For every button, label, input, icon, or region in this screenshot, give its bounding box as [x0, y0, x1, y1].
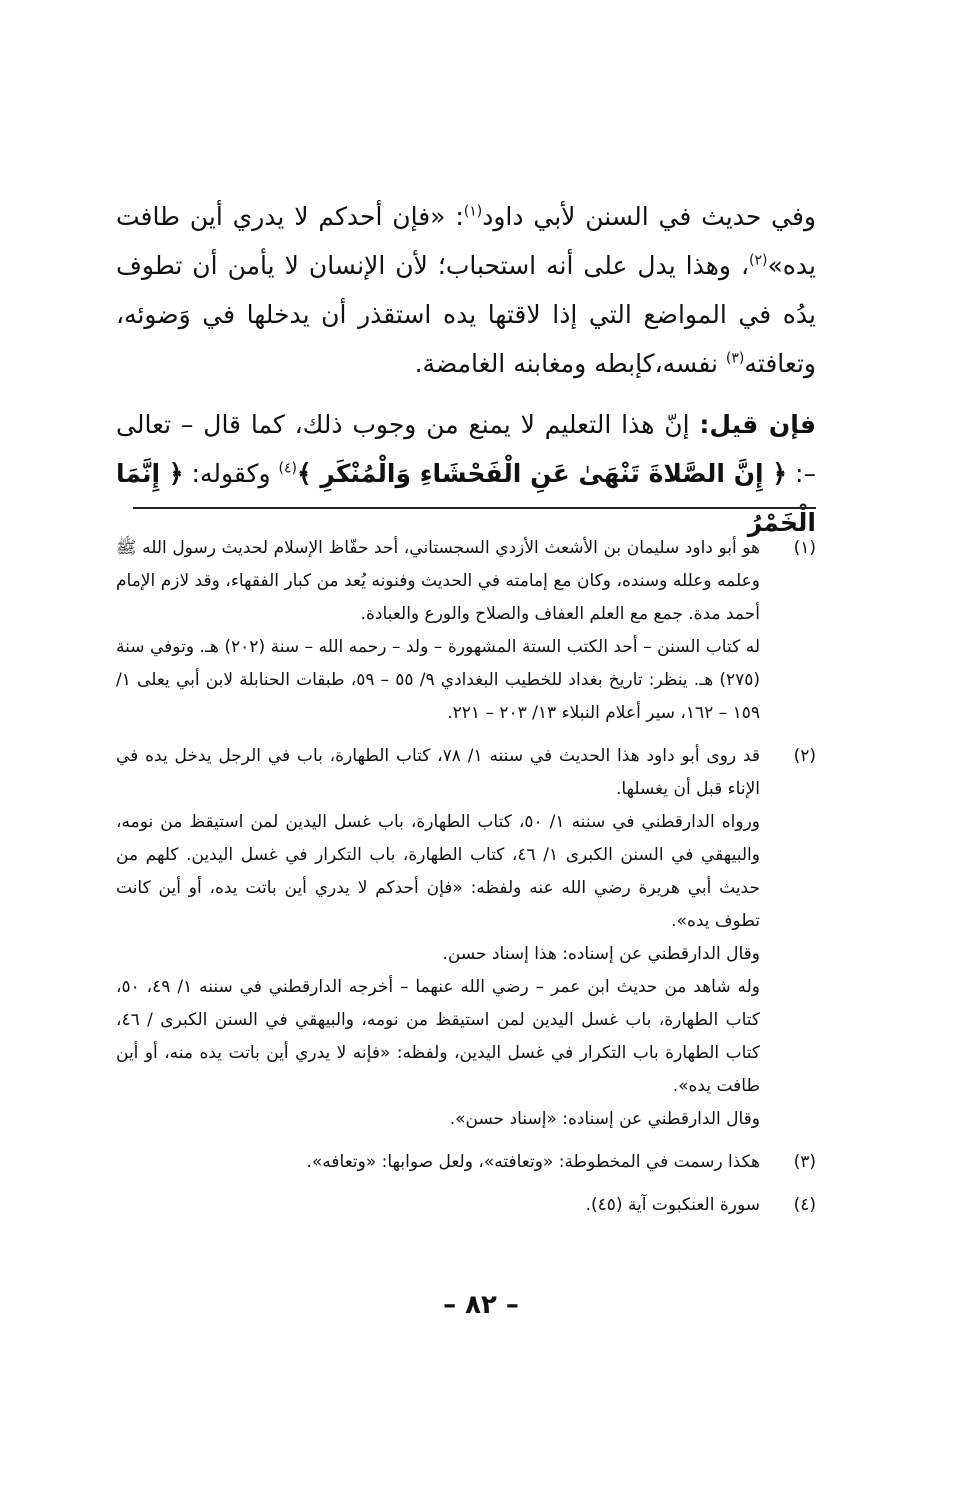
quran-verse: ﴿ إِنَّمَا الْخَمْرُ	[116, 459, 816, 537]
paragraph-2	[116, 400, 816, 547]
footnote-line: وله شاهد من حديث ابن عمر – رضي الله عنهما – أخرجه الدارقطني في سننه ١/ ٤٩، ٥٠، كتاب الطهارة، باب غسل اليدين لمن استيقظ من نومه، والبيهقي في السنن الكبرى / ٤٦، كتاب الطهارة باب التكرار في غسل اليدين، ولفظه: «فإنه لا يدري أين باتت يده منه، أو أين طافت يده».	[116, 977, 760, 1096]
footnote-body	[116, 1189, 760, 1222]
footnote-4	[116, 1189, 816, 1222]
footnote-line: قد روى أبو داود هذا الحديث في سننه ١/ ٧٨، كتاب الطهارة، باب في الرجل يدخل يده في الإناء قبل أن يغسلها.	[116, 746, 760, 799]
objection-lead: فإن قيل:	[699, 410, 816, 439]
footnote-2	[116, 740, 816, 1136]
footnote-line: وقال الدارقطني عن إسناده: هذا إسناد حسن.	[442, 944, 760, 964]
paragraph-text: وكقوله:	[183, 459, 279, 488]
footnote-number: (١)	[793, 538, 816, 558]
paragraph-text: نفسه،كإبطه ومغابنه الغامضة.	[414, 349, 726, 378]
footnote-1	[116, 532, 816, 730]
paragraph-text: إنّ هذا التعليم لا يمنع من وجوب ذلك، كما قال – تعالى –:	[116, 410, 816, 488]
footnote-body	[116, 532, 760, 730]
footnote-line: هو أبو داود سليمان بن الأشعث الأزدي السجستاني، أحد حفّاظ الإسلام لحديث رسول الله ﷺ وعلمه وعلله وسنده، وكان مع إمامته في الحديث وفنونه يُعد من كبار الفقهاء، وقد لازم الإمام أحمد مدة. جمع مع العلم العفاف والصلاح والورع والعبادة.	[116, 538, 760, 624]
footnote-body	[116, 740, 760, 1136]
footnote-ref-2[interactable]: (٢)	[749, 252, 768, 269]
footnote-line: سورة العنكبوت آية (٤٥).	[585, 1195, 760, 1215]
footnote-number: (٣)	[793, 1152, 816, 1172]
footnotes	[116, 532, 816, 1232]
footnote-line: ورواه الدارقطني في سننه ١/ ٥٠، كتاب الطهارة، باب غسل اليدين لمن استيقظ من نومه، والبيهقي في السنن الكبرى ١/ ٤٦، كتاب الطهارة، باب التكرار في غسل اليدين. كلهم من حديث أبي هريرة رضي الله عنه ولفظه: «فإن أحدكم لا يدري أين باتت يده، أو أين كانت تطوف يده».	[116, 812, 760, 931]
footnote-line: له كتاب السنن – أحد الكتب الستة المشهورة – ولد – رحمه الله – سنة (٢٠٢) هـ. وتوفي سنة (٢٧٥) هـ. ينظر: تاريخ بغداد للخطيب البغدادي ٩/ ٥٥ – ٥٩، طبقات الحنابلة لابن أبي يعلى ١/ ١٥٩ – ١٦٢، سير أعلام النبلاء ١٣/ ٢٠٣ – ٢٢١.	[116, 637, 760, 723]
footnote-number: (٢)	[793, 746, 816, 766]
footnote-3	[116, 1146, 816, 1179]
quran-verse: ﴿ إِنَّ الصَّلاةَ تَنْهَىٰ عَنِ الْفَحْشَاءِ وَالْمُنْكَرِ ﴾	[297, 459, 788, 488]
hadith-quote: : «فإن أحدكم لا يدري أين طافت يده»	[116, 202, 816, 280]
footnote-divider	[133, 507, 816, 509]
footnote-body	[116, 1146, 760, 1179]
main-text	[116, 192, 816, 547]
footnote-line: هكذا رسمت في المخطوطة: «وتعافته»، ولعل صوابها: «وتعافه».	[306, 1152, 760, 1172]
footnote-ref-1[interactable]: (١)	[463, 203, 483, 220]
footnote-line: وقال الدارقطني عن إسناده: «إسناد حسن».	[449, 1109, 760, 1129]
footnote-number: (٤)	[793, 1195, 816, 1215]
footnote-ref-3[interactable]: (٣)	[725, 350, 745, 367]
paragraph-text: وفي حديث في السنن لأبي داود	[482, 202, 816, 231]
paragraph-1	[116, 192, 816, 388]
paragraph-text: ، وهذا يدل على أنه استحباب؛ لأن الإنسان لا يأمن أن تطوف يدُه في المواضع التي إذا لاقتها يده استقذر أن يدخلها في وَضوئه، وتعافته	[116, 251, 816, 378]
page-number: – ٨٢ –	[443, 1290, 519, 1320]
footnote-ref-4[interactable]: (٤)	[278, 460, 298, 477]
